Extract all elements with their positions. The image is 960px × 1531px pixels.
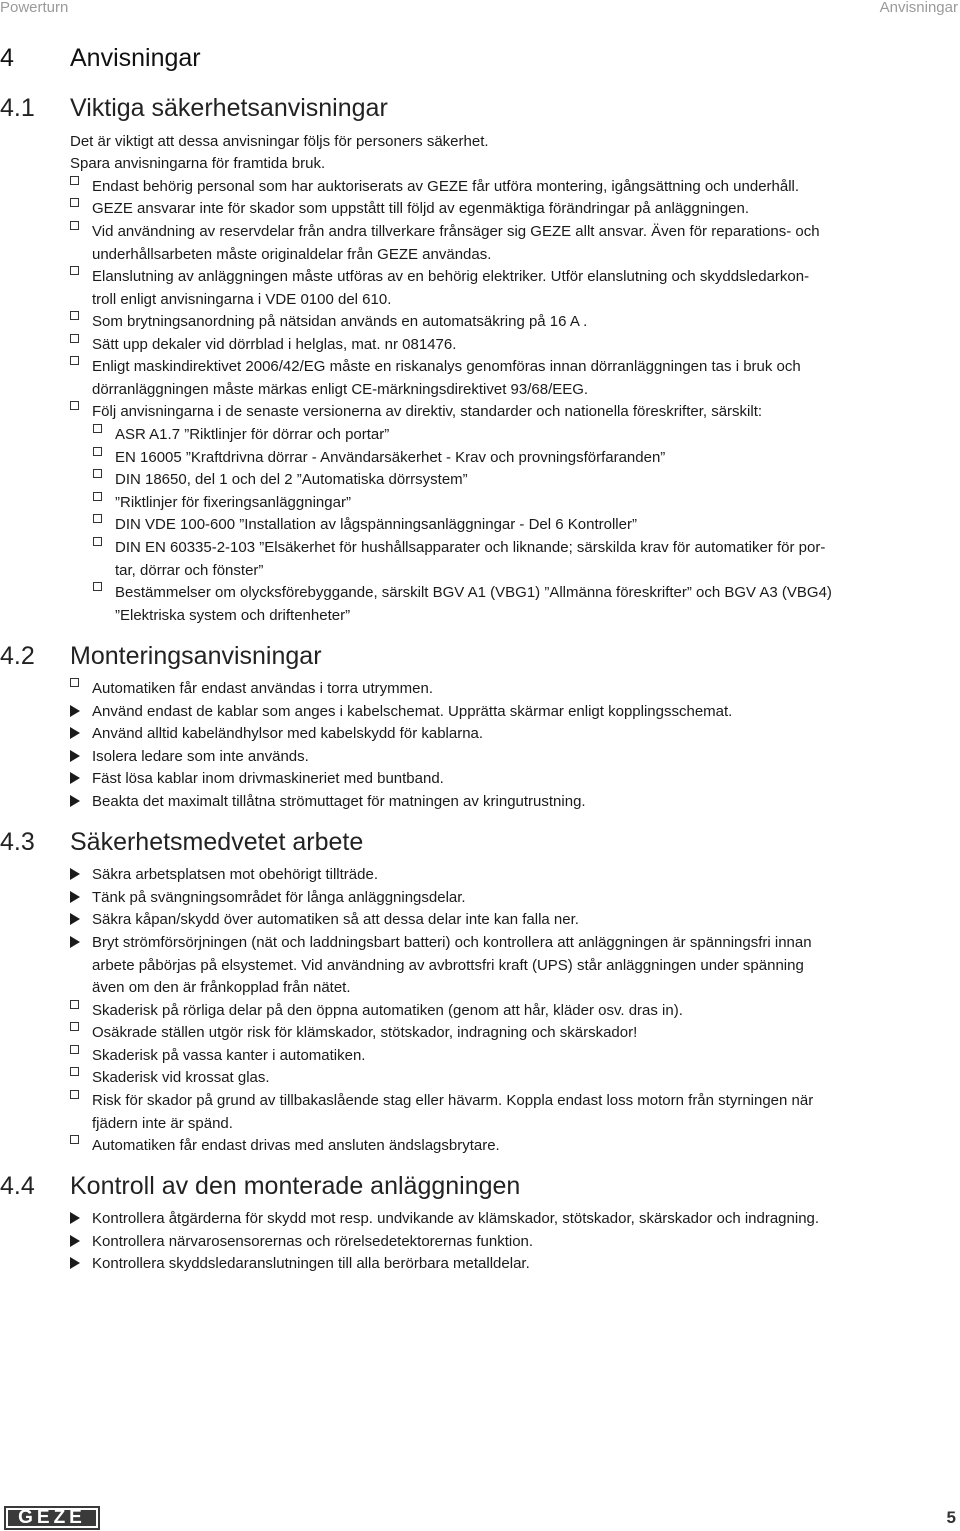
square-bullet-icon bbox=[70, 1090, 79, 1113]
triangle-bullet-icon bbox=[70, 864, 80, 887]
triangle-bullet-icon bbox=[70, 746, 80, 769]
section-heading-4-4 bbox=[0, 1171, 520, 1201]
triangle-bullet-icon bbox=[70, 1208, 80, 1231]
list-item: Säkra kåpan/skydd över automatiken så att dessa delar inte kan falla ner. bbox=[92, 909, 956, 932]
list-item: Vid användning av reservdelar från andra tillverkare frånsäger sig GEZE allt ansvar. Även för reparations- och underhållsarbeten måste originaldelar från GEZE användas. bbox=[92, 221, 956, 266]
triangle-bullet-icon bbox=[70, 723, 80, 746]
list-item: Kontrollera skyddsledaranslutningen till alla berörbara metalldelar. bbox=[92, 1253, 956, 1276]
square-bullet-icon bbox=[70, 1135, 79, 1158]
square-bullet-icon bbox=[93, 469, 102, 492]
section-heading-4-3 bbox=[0, 827, 363, 857]
square-bullet-icon bbox=[93, 424, 102, 447]
list-item: Automatiken får endast drivas med ansluten ändslagsbrytare. bbox=[92, 1135, 956, 1158]
list-item: Skaderisk på rörliga delar på den öppna automatiken (genom att hår, kläder osv. dras in). bbox=[92, 1000, 956, 1023]
square-bullet-icon bbox=[70, 198, 79, 221]
list-item: Använd endast de kablar som anges i kabelschemat. Upprätta skärmar enligt kopplingsschemat. bbox=[92, 701, 956, 724]
section-title: Kontroll av den monterade anläggningen bbox=[70, 1172, 521, 1200]
square-bullet-icon bbox=[70, 401, 79, 424]
square-bullet-icon bbox=[70, 1000, 79, 1023]
sub-list-item: EN 16005 ”Kraftdrivna dörrar - Användarsäkerhet - Krav och provningsförfaranden” bbox=[115, 447, 956, 470]
square-bullet-icon bbox=[70, 1022, 79, 1045]
chapter-title: Anvisningar bbox=[70, 44, 201, 72]
geze-logo: GEZE bbox=[4, 1506, 100, 1530]
square-bullet-icon bbox=[93, 537, 102, 560]
section-title: Viktiga säkerhetsanvisningar bbox=[70, 94, 388, 122]
chapter-number: 4 bbox=[0, 44, 14, 72]
section-title: Monteringsanvisningar bbox=[70, 642, 322, 670]
sub-list-item: DIN EN 60335-2-103 ”Elsäkerhet för hushållsapparater och liknande; särskilda krav för automatiker för por- tar, dörrar och fönster” bbox=[115, 537, 956, 582]
square-bullet-icon bbox=[70, 221, 79, 244]
triangle-bullet-icon bbox=[70, 791, 80, 814]
square-bullet-icon bbox=[93, 492, 102, 515]
square-bullet-icon bbox=[70, 176, 79, 199]
triangle-bullet-icon bbox=[70, 701, 80, 724]
list-item: Tänk på svängningsområdet för långa anläggningsdelar. bbox=[92, 887, 956, 910]
intro-line: Spara anvisningarna för framtida bruk. bbox=[70, 155, 326, 172]
square-bullet-icon bbox=[70, 1045, 79, 1068]
list-item: Fäst lösa kablar inom drivmaskineriet med buntband. bbox=[92, 768, 956, 791]
sub-list-item: DIN VDE 100-600 ”Installation av lågspänningsanläggningar - Del 6 Kontroller” bbox=[115, 514, 956, 537]
square-bullet-icon bbox=[70, 334, 79, 357]
sub-list-item: DIN 18650, del 1 och del 2 ”Automatiska dörrsystem” bbox=[115, 469, 956, 492]
list-item: Sätt upp dekaler vid dörrblad i helglas, mat. nr 081476. bbox=[92, 334, 956, 357]
sub-list-item: ”Riktlinjer för fixeringsanläggningar” bbox=[115, 492, 956, 515]
list-item: Kontrollera åtgärderna för skydd mot resp. undvikande av klämskador, stötskador, skärskador och indragning. bbox=[92, 1208, 956, 1231]
section-number: 4.3 bbox=[0, 828, 35, 856]
triangle-bullet-icon bbox=[70, 932, 80, 955]
chapter-heading bbox=[0, 43, 201, 73]
list-item: Säkra arbetsplatsen mot obehörigt tillträde. bbox=[92, 864, 956, 887]
square-bullet-icon bbox=[70, 311, 79, 334]
triangle-bullet-icon bbox=[70, 1253, 80, 1276]
list-item: Bryt strömförsörjningen (nät och laddningsbart batteri) och kontrollera att anläggningen är spänningsfri innan arbete påbörjas på elsystemet. Vid användning av avbrottsfri kraft (UPS) står anläggningen under spänning även om den är frånkopplad från nätet. bbox=[92, 932, 956, 1000]
page-number: 5 bbox=[946, 1508, 956, 1527]
sub-list-item: Bestämmelser om olycksförebyggande, särskilt BGV A1 (VBG1) ”Allmänna föreskrifter” och BGV A3 (VBG4) ”Elektriska system och driftenheter” bbox=[115, 582, 956, 627]
list-item: GEZE ansvarar inte för skador som uppstått till följd av egenmäktiga förändringar på anläggningen. bbox=[92, 198, 956, 221]
sub-list-item: ASR A1.7 ”Riktlinjer för dörrar och portar” bbox=[115, 424, 956, 447]
triangle-bullet-icon bbox=[70, 768, 80, 791]
square-bullet-icon bbox=[93, 447, 102, 470]
square-bullet-icon bbox=[93, 582, 102, 605]
list-item: Automatiken får endast användas i torra utrymmen. bbox=[92, 678, 956, 701]
list-item: Följ anvisningarna i de senaste versionerna av direktiv, standarder och nationella föreskrifter, särskilt: bbox=[92, 401, 956, 424]
list-item: Endast behörig personal som har auktoriserats av GEZE får utföra montering, igångsättning och underhåll. bbox=[92, 176, 956, 199]
list-item: Risk för skador på grund av tillbakaslående stag eller hävarm. Koppla endast loss motorn från styrningen när fjädern inte är spänd. bbox=[92, 1090, 956, 1135]
list-item: Elanslutning av anläggningen måste utföras av en behörig elektriker. Utför elanslutning och skyddsledarkon- troll enligt anvisningarna i VDE 0100 del 610. bbox=[92, 266, 956, 311]
list-item: Isolera ledare som inte används. bbox=[92, 746, 956, 769]
square-bullet-icon bbox=[70, 1067, 79, 1090]
list-item: Kontrollera närvarosensorernas och rörelsedetektorernas funktion. bbox=[92, 1231, 956, 1254]
triangle-bullet-icon bbox=[70, 1231, 80, 1254]
list-item: Använd alltid kabeländhylsor med kabelskydd för kablarna. bbox=[92, 723, 956, 746]
section-heading-4-1 bbox=[0, 93, 388, 123]
list-item: Osäkrade ställen utgör risk för klämskador, stötskador, indragning och skärskador! bbox=[92, 1022, 956, 1045]
triangle-bullet-icon bbox=[70, 887, 80, 910]
list-item: Beakta det maximalt tillåtna strömuttaget för matningen av kringutrustning. bbox=[92, 791, 956, 814]
list-item: Som brytningsanordning på nätsidan används en automatsäkring på 16 A . bbox=[92, 311, 956, 334]
section-number: 4.4 bbox=[0, 1172, 35, 1200]
section-heading-4-2 bbox=[0, 641, 322, 671]
list-item: Skaderisk på vassa kanter i automatiken. bbox=[92, 1045, 956, 1068]
section-number: 4.2 bbox=[0, 642, 35, 670]
section-title: Säkerhetsmedvetet arbete bbox=[70, 828, 364, 856]
square-bullet-icon bbox=[70, 266, 79, 289]
triangle-bullet-icon bbox=[70, 909, 80, 932]
running-header-left: Powerturn bbox=[0, 0, 69, 16]
list-item: Enligt maskindirektivet 2006/42/EG måste en riskanalys genomföras innan dörranläggningen tas i bruk och dörranläggningen måste märkas enligt CE-märkningsdirektivet 93/68/EEG. bbox=[92, 356, 956, 401]
list-item: Skaderisk vid krossat glas. bbox=[92, 1067, 956, 1090]
square-bullet-icon bbox=[70, 356, 79, 379]
intro-line: Det är viktigt att dessa anvisningar följs för personers säkerhet. bbox=[70, 133, 489, 150]
running-header-right: Anvisningar bbox=[879, 0, 958, 16]
section-number: 4.1 bbox=[0, 94, 35, 122]
square-bullet-icon bbox=[93, 514, 102, 537]
square-bullet-icon bbox=[70, 678, 79, 701]
